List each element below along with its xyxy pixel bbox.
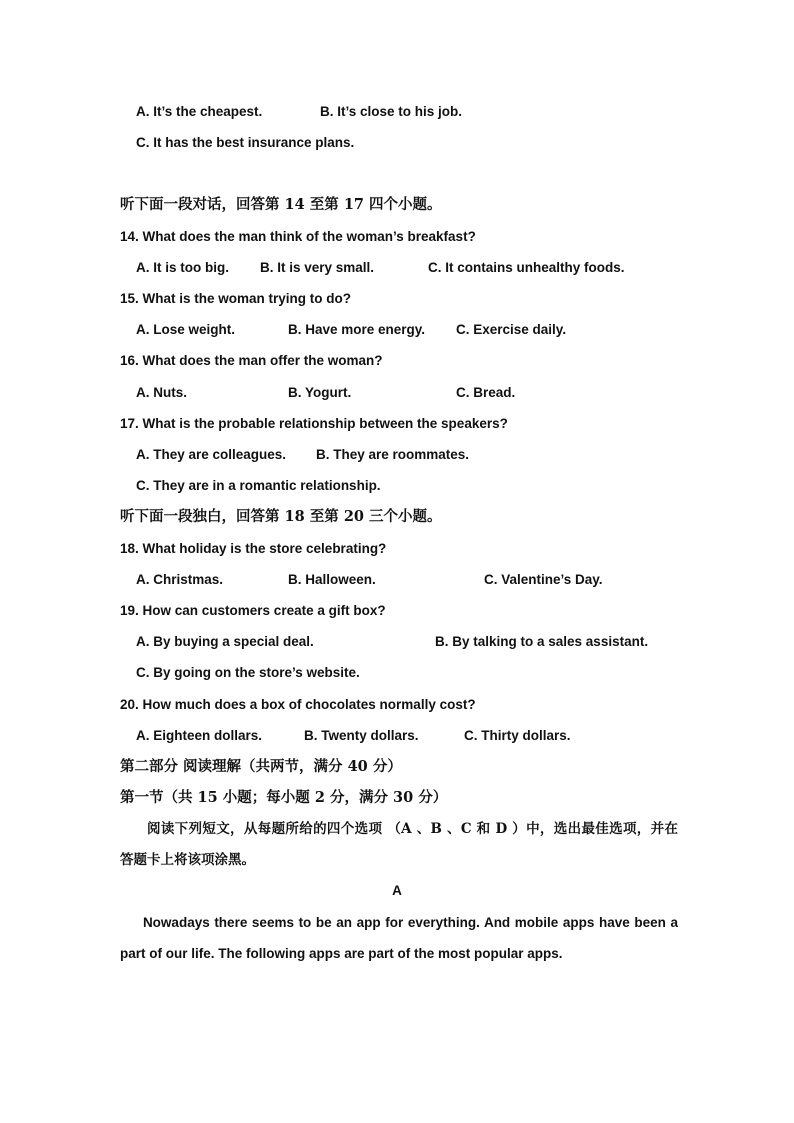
q14-option-c: C. It contains unhealthy foods.: [428, 260, 625, 275]
q16-option-b: B. Yogurt.: [288, 385, 352, 400]
q20-option-a: A. Eighteen dollars.: [136, 728, 263, 743]
q14-option-b: B. It is very small.: [260, 260, 375, 275]
part2-heading: 第二部分 阅读理解（共两节，满分 40 分）: [120, 758, 402, 775]
question-19: 19. How can customers create a gift box?: [120, 603, 386, 618]
q19-option-b: B. By talking to a sales assistant.: [435, 634, 649, 649]
section-heading-18-20: 听下面一段独白，回答第 18 至第 20 三个小题。: [120, 508, 442, 525]
q16-option-a: A. Nuts.: [136, 385, 188, 400]
question-20: 20. How much does a box of chocolates normally cost?: [120, 697, 476, 712]
q13-option-c: C. It has the best insurance plans.: [136, 135, 355, 150]
question-15: 15. What is the woman trying to do?: [120, 291, 352, 306]
q17-option-a: A. They are colleagues.: [136, 447, 287, 462]
passage-label: A: [392, 883, 402, 898]
q19-option-c: C. By going on the store’s website.: [136, 665, 360, 680]
q16-option-c: C. Bread.: [456, 385, 516, 400]
section-heading-14-17: 听下面一段对话，回答第 14 至第 17 四个小题。: [120, 196, 442, 213]
passage-text: Nowadays there seems to be an app for everything. And mobile apps have been a part of our life. The following apps are part of the most popular apps.: [120, 915, 678, 961]
q18-option-c: C. Valentine’s Day.: [484, 572, 603, 587]
reading-instruction: 阅读下列短文，从每题所给的四个选项 （A 、B 、C 和 D ）中，选出最佳选项，并在答题卡上将该项涂黑。: [120, 821, 678, 868]
q17-option-c: C. They are in a romantic relationship.: [136, 478, 381, 493]
q13-option-a: A. It’s the cheapest.: [136, 104, 263, 119]
q15-option-b: B. Have more energy.: [288, 322, 426, 337]
q20-option-c: C. Thirty dollars.: [464, 728, 571, 743]
q19-option-a: A. By buying a special deal.: [136, 634, 314, 649]
section1-heading: 第一节（共 15 小题；每小题 2 分，满分 30 分）: [120, 789, 448, 806]
q15-option-c: C. Exercise daily.: [456, 322, 567, 337]
q14-option-a: A. It is too big.: [136, 260, 229, 275]
q18-option-b: B. Halloween.: [288, 572, 376, 587]
q18-option-a: A. Christmas.: [136, 572, 224, 587]
q13-option-b: B. It’s close to his job.: [320, 104, 463, 119]
q20-option-b: B. Twenty dollars.: [304, 728, 419, 743]
q15-option-a: A. Lose weight.: [136, 322, 236, 337]
q17-option-b: B. They are roommates.: [316, 447, 470, 462]
question-18: 18. What holiday is the store celebrating?: [120, 541, 387, 556]
question-16: 16. What does the man offer the woman?: [120, 353, 383, 368]
question-14: 14. What does the man think of the woman’s breakfast?: [120, 229, 476, 244]
question-17: 17. What is the probable relationship between the speakers?: [120, 416, 508, 431]
